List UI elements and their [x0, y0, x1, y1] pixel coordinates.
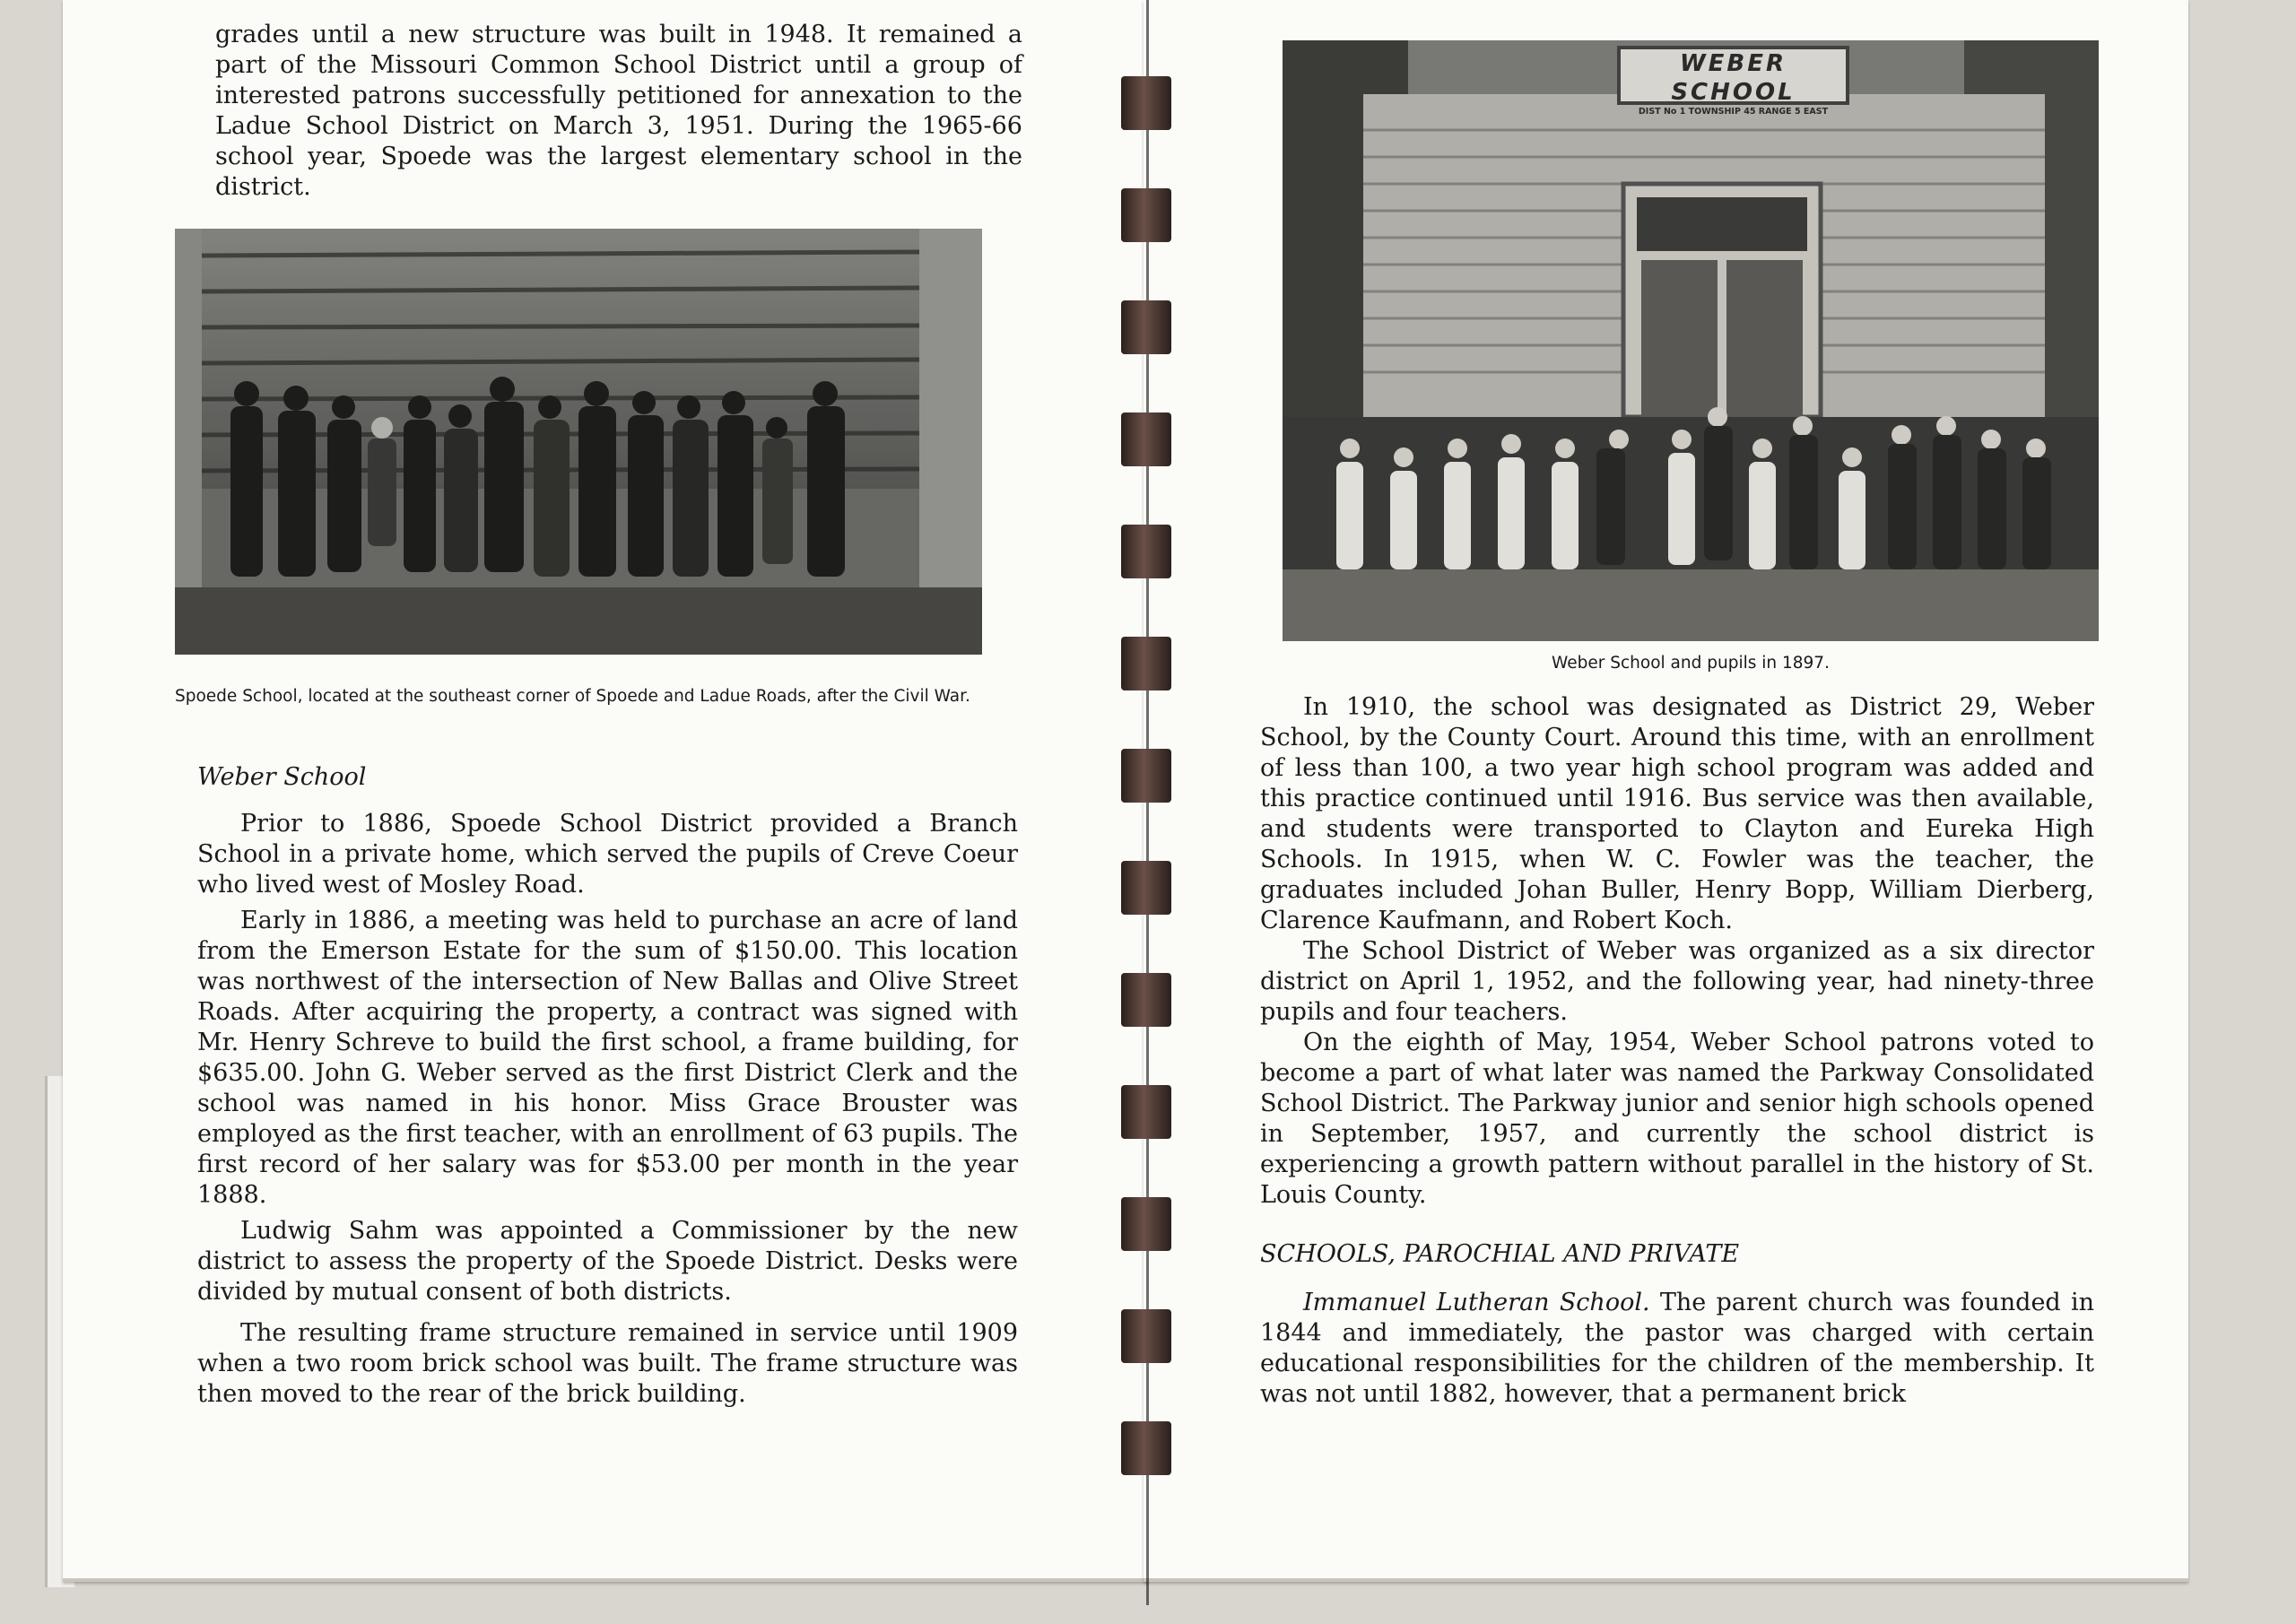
binding-coil	[1121, 749, 1171, 803]
left-top-paragraph: grades until a new structure was built in 1948. It remained a part of the Missouri Common School District until a group of interested patrons successfully petitioned for annexation to the Ladue School District on March 3, 1951. During the 1965-66 school year, Spoede was the largest elementary school in the district.	[215, 21, 1022, 201]
binding-coil	[1121, 1197, 1171, 1251]
left-top-text	[215, 20, 1022, 203]
spoede-photo-illustration	[175, 229, 982, 655]
binding-coil	[1121, 861, 1171, 915]
book-spread	[36, 0, 2242, 1605]
weber-school-heading: Weber School	[197, 763, 367, 791]
right-page	[1144, 0, 2188, 1582]
spiral-binding	[1103, 0, 1193, 1605]
binding-coil	[1121, 76, 1171, 130]
left-paragraph-1: Prior to 1886, Spoede School District provided a Branch School in a private home, which served the pupils of Creve Coeur who lived west of Mosley Road.	[197, 810, 1018, 899]
left-page	[63, 0, 1148, 1582]
binding-coil	[1121, 525, 1171, 578]
schools-parochial-heading: SCHOOLS, PAROCHIAL AND PRIVATE	[1260, 1240, 1740, 1268]
binding-coil	[1121, 637, 1171, 690]
binding-coil	[1121, 1085, 1171, 1139]
weber-photo-illustration	[1283, 40, 2099, 641]
weber-school-photo	[1283, 40, 2099, 641]
right-main-text	[1260, 692, 2094, 1410]
immanuel-lutheran-text: The parent church was founded in 1844 and immediately, the pastor was charged with certain educational responsibilities for the children of the membership. It was not until 1882, however, that a permanent brick	[1260, 1289, 2094, 1408]
weber-sign-subtitle: DIST No 1 TOWNSHIP 45 RANGE 5 EAST	[1638, 107, 1829, 117]
binding-coil	[1121, 300, 1171, 354]
left-paragraph-2: Early in 1886, a meeting was held to purchase an acre of land from the Emerson Estate for the sum of $150.00. This location was northwest of the intersection of New Ballas and Olive Street Roads. After acquiring the property, a contract was signed with Mr. Henry Schreve to build the first school, a frame building, for $635.00. John G. Weber served as the first District Clerk and the school was named in his honor. Miss Grace Brouster was employed as the first teacher, with an enrollment of 63 pupils. The first record of her salary was for $53.00 per month in the year 1888.	[197, 907, 1018, 1209]
right-paragraph-1: In 1910, the school was designated as District 29, Weber School, by the County Court. Around this time, with an enrollment of less than 100, a two year high school program was added and this practice continued until 1916. Bus service was then available, and students were transported to Clayton and Eureka High Schools. In 1915, when W. C. Fowler was the teacher, the graduates included Johan Buller, Henry Bopp, William Dierberg, Clarence Kaufmann, and Robert Koch.	[1260, 693, 2094, 934]
right-paragraph-2: The School District of Weber was organized as a six director district on April 1, 1952, and the following year, had ninety-three pupils and four teachers.	[1260, 937, 2094, 1026]
spoede-photo-caption: Spoede School, located at the southeast corner of Spoede and Ladue Roads, after the Civil War.	[175, 687, 970, 706]
binding-coil	[1121, 188, 1171, 242]
binding-coil	[1121, 1309, 1171, 1363]
binding-coil	[1121, 413, 1171, 466]
binding-coil	[1121, 973, 1171, 1027]
left-main-text	[197, 762, 1018, 1410]
left-paragraph-4: The resulting frame structure remained in service until 1909 when a two room brick school was built. The frame structure was then moved to the rear of the brick building.	[197, 1319, 1018, 1408]
right-paragraph-3: On the eighth of May, 1954, Weber School patrons voted to become a part of what later was named the Parkway Consolidated School District. The Parkway junior and senior high schools opened in September, 1957, and currently the school district is experiencing a growth pattern without parallel in the history of St. Louis County.	[1260, 1029, 2094, 1209]
weber-sign	[1619, 49, 1848, 117]
left-paragraph-3: Ludwig Sahm was appointed a Commissioner by the new district to assess the property of the Spoede District. Desks were divided by mutual consent of both districts.	[197, 1217, 1018, 1306]
weber-sign-title: WEBER SCHOOL	[1671, 50, 1796, 106]
spoede-school-photo	[175, 229, 982, 655]
right-paragraph-4	[1260, 1288, 2094, 1410]
weber-photo-caption: Weber School and pupils in 1897.	[1552, 654, 1830, 673]
immanuel-lutheran-lead: Immanuel Lutheran School.	[1303, 1289, 1650, 1316]
binding-coil	[1121, 1421, 1171, 1475]
